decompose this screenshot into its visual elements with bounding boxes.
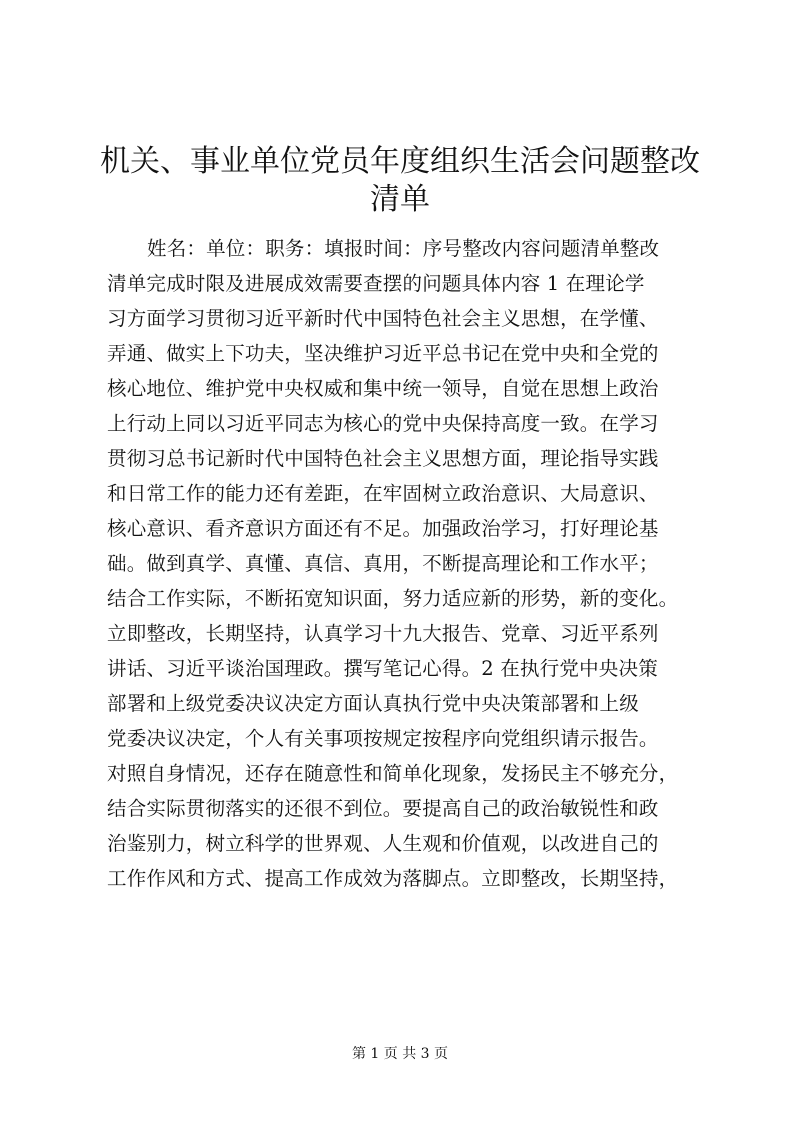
body-line: 习方面学习贯彻习近平新时代中国特色社会主义思想，在学懂、	[107, 307, 659, 330]
body-line: 核心地位、维护党中央权威和集中统一领导，自觉在思想上政治	[107, 377, 659, 400]
body-line: 对照自身情况，还存在随意性和简单化现象，发扬民主不够充分，	[107, 762, 679, 785]
body-line: 立即整改，长期坚持，认真学习十九大报告、党章、习近平系列	[107, 622, 659, 645]
body-line: 础。做到真学、真懂、真信、真用，不断提高理论和工作水平；	[107, 552, 659, 575]
body-line: 核心意识、看齐意识方面还有不足。加强政治学习，打好理论基	[107, 517, 659, 540]
document-title-line-1: 机关、事业单位党员年度组织生活会问题整改	[100, 144, 700, 179]
body-line: 清单完成时限及进展成效需要查摆的问题具体内容 1 在理论学	[107, 272, 645, 295]
page-number-footer: 第 1 页 共 3 页	[351, 1046, 449, 1062]
body-line: 党委决议决定，个人有关事项按规定按程序向党组织请示报告。	[107, 727, 659, 750]
body-line: 弄通、做实上下功夫，坚决维护习近平总书记在党中央和全党的	[107, 342, 659, 365]
body-line: 治鉴别力，树立科学的世界观、人生观和价值观，以改进自己的	[107, 832, 659, 855]
body-line: 工作作风和方式、提高工作成效为落脚点。立即整改，长期坚持，	[107, 867, 679, 890]
body-line: 结合工作实际，不断拓宽知识面，努力适应新的形势，新的变化。	[107, 587, 679, 610]
body-line: 上行动上同以习近平同志为核心的党中央保持高度一致。在学习	[107, 412, 659, 435]
body-line: 和日常工作的能力还有差距，在牢固树立政治意识、大局意识、	[107, 482, 659, 505]
body-line: 贯彻习总书记新时代中国特色社会主义思想方面，理论指导实践	[107, 447, 659, 470]
body-line: 结合实际贯彻落实的还很不到位。要提高自己的政治敏锐性和政	[107, 797, 659, 820]
document-title-line-2: 清单	[370, 182, 430, 217]
body-line: 部署和上级党委决议决定方面认真执行党中央决策部署和上级	[107, 692, 639, 715]
body-line: 讲话、习近平谈治国理政。撰写笔记心得。2 在执行党中央决策	[107, 657, 658, 680]
body-line: 姓名：单位：职务：填报时间：序号整改内容问题清单整改	[147, 237, 660, 260]
